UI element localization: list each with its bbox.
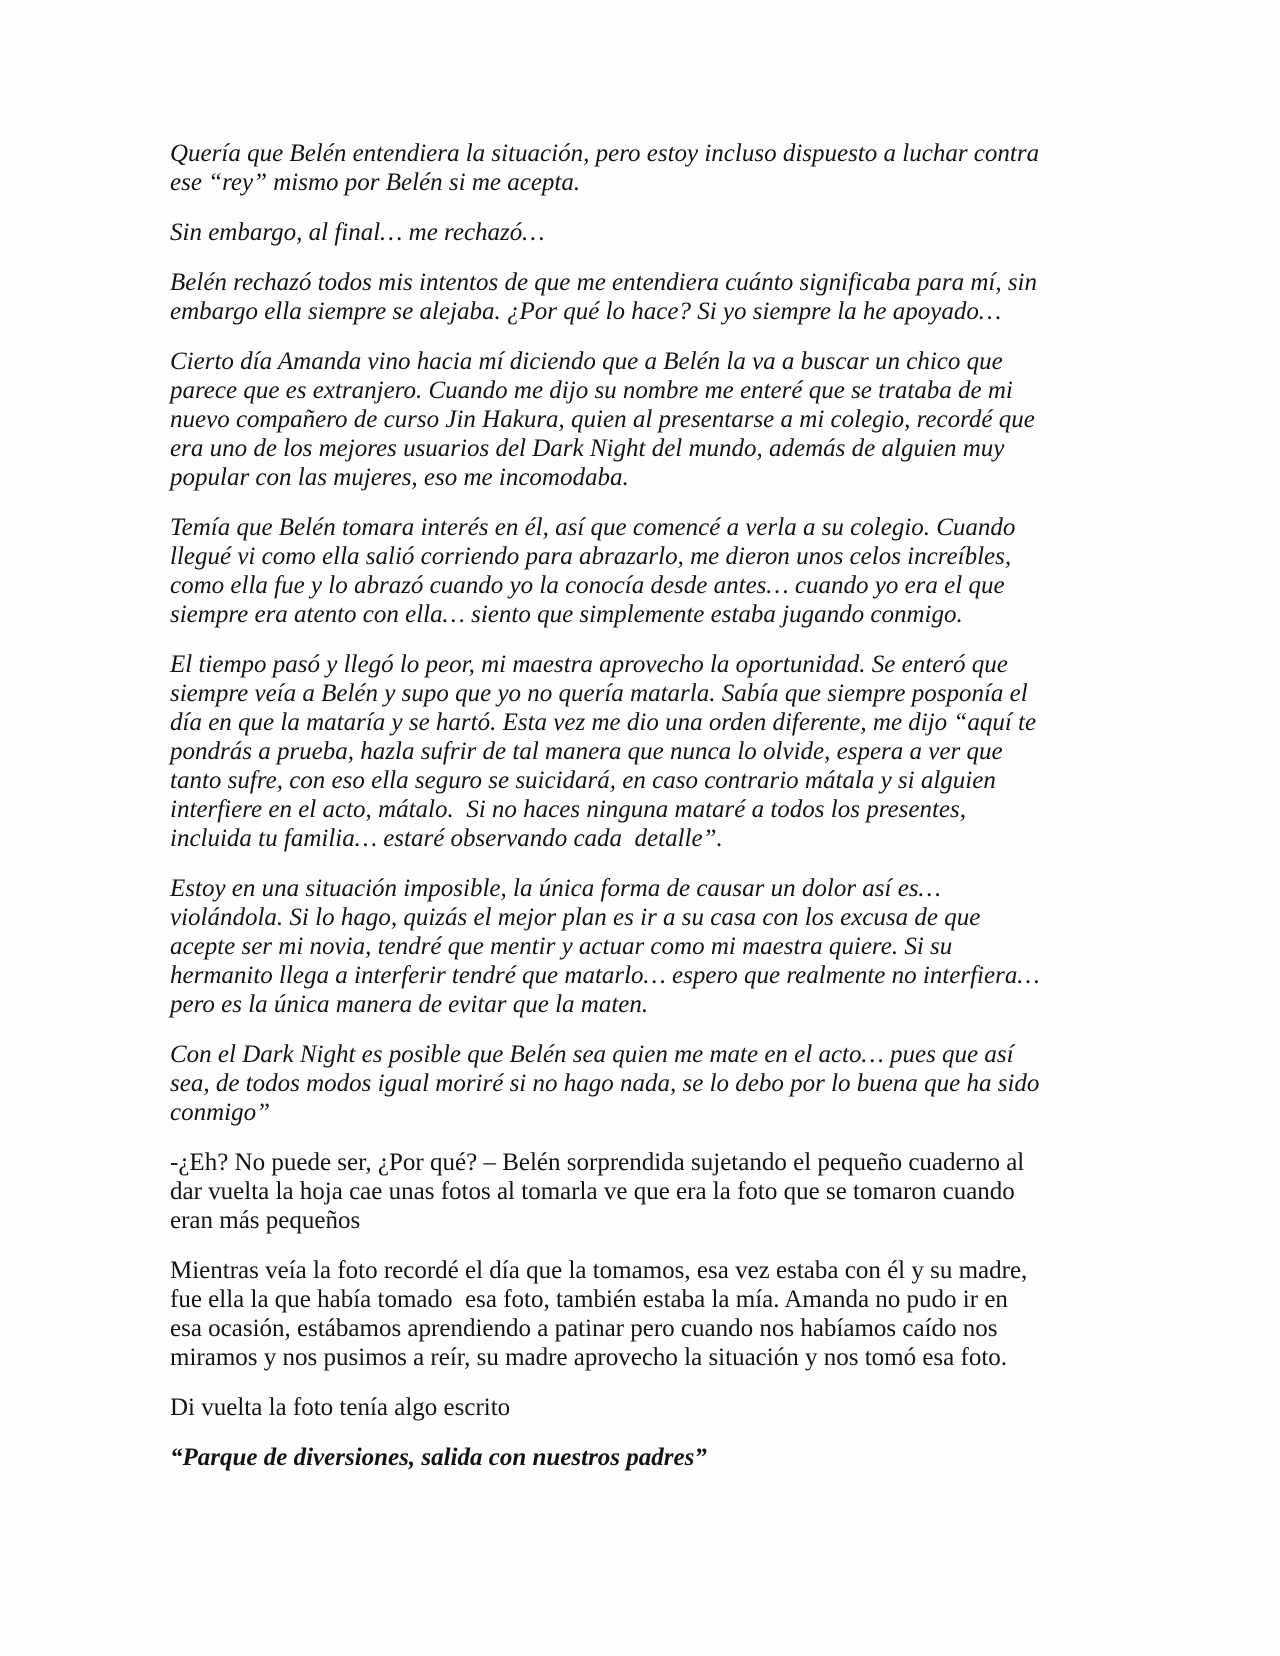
paragraph: Quería que Belén entendiera la situación, pero estoy incluso dispuesto a luchar contra ese “rey” mismo por Belén si me acepta. — [170, 140, 1046, 196]
paragraph: Temía que Belén tomara interés en él, así que comencé a verla a su colegio. Cuando llegué vi como ella salió corriendo para abrazarlo, me dieron unos celos increíbles, como ella fue y lo abrazó cuando yo la conocía desde antes… cuando yo era el que siempre era atento con ella… siento que simplemente estaba jugando conmigo. — [170, 514, 1022, 628]
paragraph: El tiempo pasó y llegó lo peor, mi maestra aprovecho la oportunidad. Se enteró que siempre veía a Belén y supo que yo no quería matarla. Sabía que siempre posponía el día en que la mataría y se hartó. Esta vez me dio una orden diferente, me dijo “aquí te pondrás a prueba, hazla sufrir de tal manera que nunca lo olvide, espera a ver que tanto sufre, con eso ella seguro se suicidará, en caso contrario mátala y si alguien interfiere en el acto, mátalo. Si no haces ninguna mataré a todos los presentes, incluida tu familia… estaré observando cada detalle”. — [170, 651, 1043, 852]
paragraph: -¿Eh? No puede ser, ¿Por qué? – Belén sorprendida sujetando el pequeño cuaderno al dar vuelta la hoja cae unas fotos al tomarla ve que era la foto que se tomaron cuando eran más pequeños — [170, 1149, 1031, 1234]
paragraph: Di vuelta la foto tenía algo escrito — [170, 1394, 511, 1421]
paragraph: Belén rechazó todos mis intentos de que me entendiera cuánto significaba para mí, sin embargo ella siempre se alejaba. ¿Por qué lo hace? Si yo siempre la he apoyado… — [170, 269, 1044, 325]
document-body — [170, 139, 1046, 1493]
paragraph: “Parque de diversiones, salida con nuestros padres” — [170, 1444, 707, 1471]
paragraph: Cierto día Amanda vino hacia mí diciendo que a Belén la va a buscar un chico que parece que es extranjero. Cuando me dijo su nombre me enteré que se trataba de mi nuevo compañero de curso Jin Hakura, quien al presentarse a mi colegio, recordé que era uno de los mejores usuarios del Dark Night del mundo, además de alguien muy popular con las mujeres, eso me incomodaba. — [170, 348, 1042, 491]
paragraph: Sin embargo, al final… me rechazó… — [170, 219, 545, 246]
paragraph: Con el Dark Night es posible que Belén sea quien me mate en el acto… pues que así sea, de todos modos igual moriré si no hago nada, se lo debo por lo buena que ha sido conmigo” — [170, 1041, 1046, 1126]
paragraph: Estoy en una situación imposible, la única forma de causar un dolor así es… violándola. Si lo hago, quizás el mejor plan es ir a su casa con los excusa de que acepte ser mi novia, tendré que mentir y actuar como mi maestra quiere. Si su hermanito llega a interferir tendré que matarlo… espero que realmente no interfiera… pero es la única manera de evitar que la maten. — [170, 875, 1046, 1018]
paragraph: Mientras veía la foto recordé el día que la tomamos, esa vez estaba con él y su madre, fue ella la que había tomado esa foto, también estaba la mía. Amanda no pudo ir en esa ocasión, estábamos aprendiendo a patinar pero cuando nos habíamos caído nos miramos y nos pusimos a reír, su madre aprovecho la situación y nos tomó esa foto. — [170, 1257, 1034, 1371]
